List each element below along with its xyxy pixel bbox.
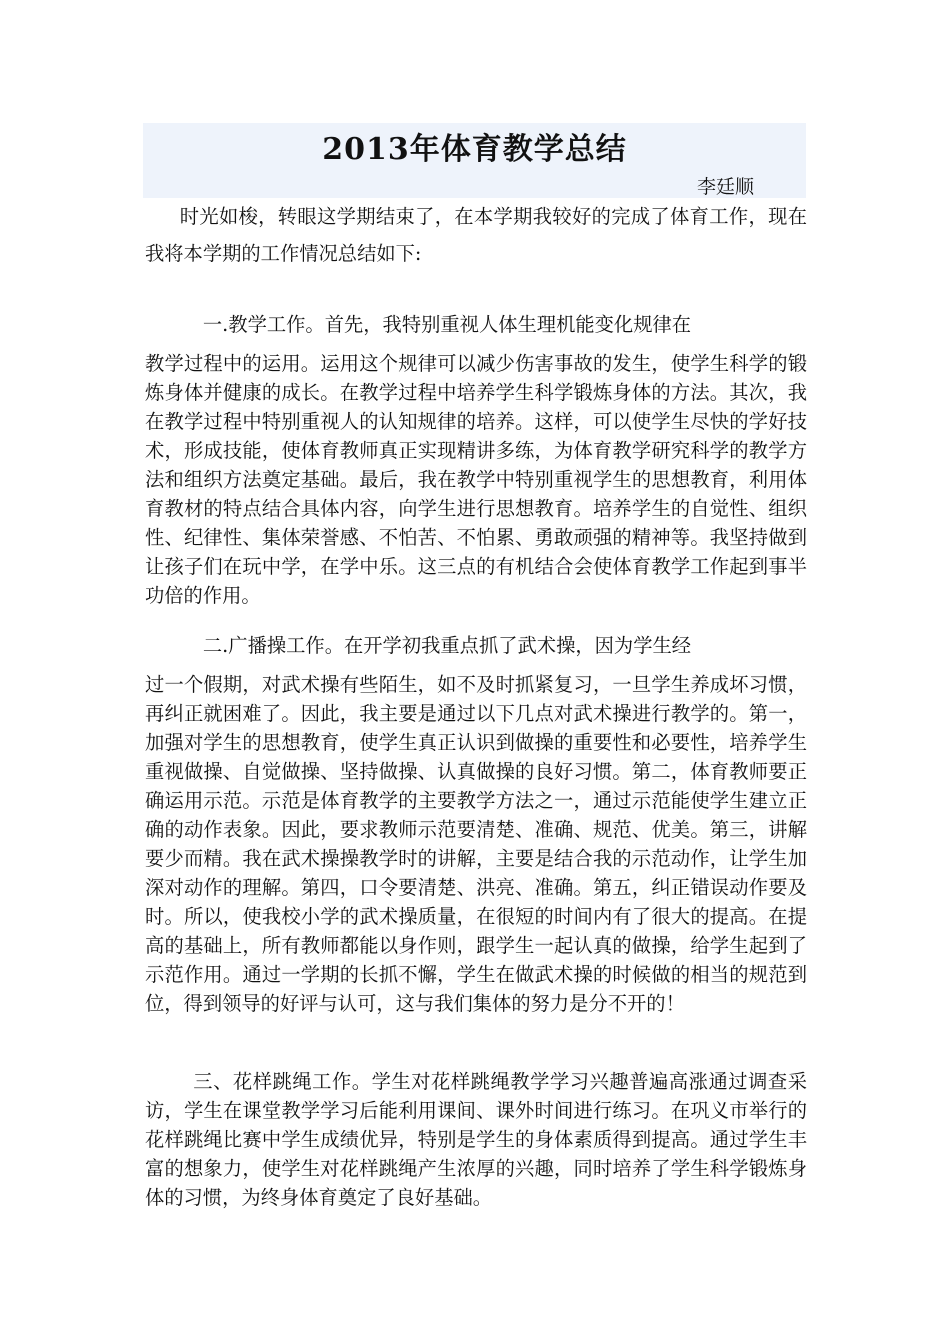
section-one-heading-line: 一.教学工作。首先，我特别重视人体生理机能变化规律在	[202, 313, 692, 336]
section-one-paragraph	[145, 310, 807, 610]
author-name: 李廷顺	[697, 176, 755, 198]
section-two-body: 过一个假期，对武术操有些陌生，如不及时抓紧复习，一旦学生养成坏习惯，再纠正就困难了。因此，我主要是通过以下几点对武术操进行教学的。第一，加强对学生的思想教育，使学生真正认识到做操的重要性和必要性，培养学生重视做操、自觉做操、坚持做操、认真做操的良好习惯。第二，体育教师要正确运用示范。示范是体育教学的主要教学方法之一，通过示范能使学生建立正确的动作表象。因此，要求教师示范要清楚、准确、规范、优美。第三，讲解要少而精。我在武术操操教学时的讲解，主要是结合我的示范动作，让学生加深对动作的理解。第四，口令要清楚、洪亮、准确。第五，纠正错误动作要及时。所以，使我校小学的武术操质量，在很短的时间内有了很大的提高。在提高的基础上，所有教师都能以身作则，跟学生一起认真的做操，给学生起到了示范作用。通过一学期的长抓不懈，学生在做武术操的时候做的相当的规范到位，得到领导的好评与认可，这与我们集体的努力是分不开的！	[145, 673, 807, 1015]
section-three-paragraph: 三、花样跳绳工作。学生对花样跳绳教学学习兴趣普遍高涨通过调查采访，学生在课堂教学学习后能利用课间、课外时间进行练习。在巩义市举行的花样跳绳比赛中学生成绩优异，特别是学生的身体素质得到提高。通过学生丰富的想象力，使学生对花样跳绳产生浓厚的兴趣，同时培养了学生科学锻炼身体的习惯，为终身体育奠定了良好基础。	[145, 1070, 807, 1209]
section-two-heading-line: 二.广播操工作。在开学初我重点抓了武术操，因为学生经	[202, 634, 692, 657]
section-one-body: 教学过程中的运用。运用这个规律可以减少伤害事故的发生，使学生科学的锻炼身体并健康的成长。在教学过程中培养学生科学锻炼身体的方法。其次，我在教学过程中特别重视人的认知规律的培养。这样，可以使学生尽快的学好技术，形成技能，使体育教师真正实现精讲多练，为体育教学研究科学的教学方法和组织方法奠定基础。最后，我在教学中特别重视学生的思想教育，利用体育教材的特点结合具体内容，向学生进行思想教育。培养学生的自觉性、组织性、纪律性、集体荣誉感、不怕苦、不怕累、勇敢顽强的精神等。我坚持做到让孩子们在玩中学，在学中乐。这三点的有机结合会使体育教学工作起到事半功倍的作用。	[145, 352, 807, 607]
intro-paragraph: 时光如梭，转眼这学期结束了，在本学期我较好的完成了体育工作，现在我将本学期的工作情况总结如下:	[145, 205, 807, 265]
document-title: 2013年体育教学总结	[322, 132, 627, 167]
section-two-paragraph	[145, 631, 807, 1018]
